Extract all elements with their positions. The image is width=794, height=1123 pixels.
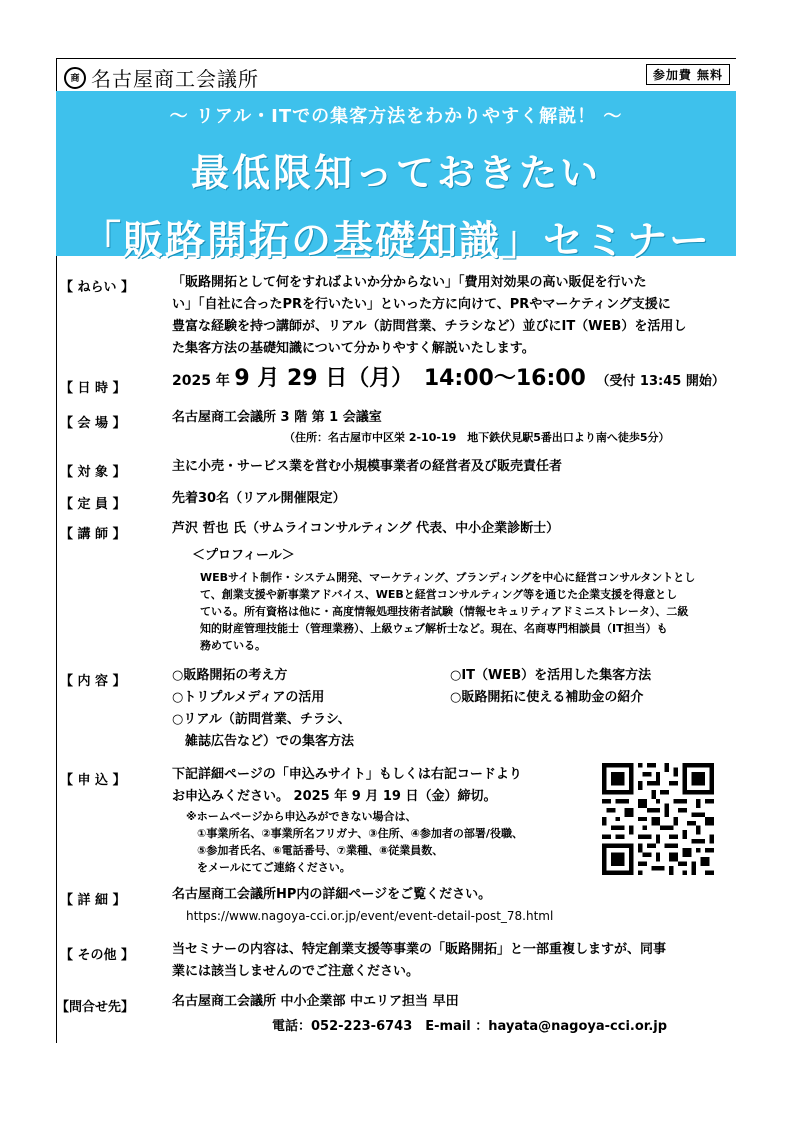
contact-line2: 電話：052-223-6743 E-mail ：hayata@nagoya-cci.or.jp: [272, 1019, 668, 1034]
apply-note: をメールにてご連絡ください。: [186, 861, 351, 874]
apply-note: ⑤参加者氏名、⑥電話番号、⑦業種、⑧従業員数、: [186, 844, 444, 857]
contact-label: 【問合せ先】: [56, 1000, 135, 1015]
aim-line: 豊富な経験を持つ講師が、リアル（訪問営業、チラシなど）並びにIT（WEB）を活用し: [172, 319, 687, 334]
target-text: 主に小売・サービス業を営む小規模事業者の経営者及び販売責任者: [172, 459, 563, 474]
other-label: 【 その他 】: [60, 948, 135, 963]
venue-label: 【 会 場 】: [60, 416, 126, 431]
profile-title: ＜プロフィール＞: [192, 548, 295, 563]
datetime-year: 2025 年: [172, 373, 230, 389]
apply-line: 下記詳細ページの「申込みサイト」もしくは右記コードより: [172, 767, 522, 782]
details-text: 名古屋商工会議所HP内の詳細ページをご覧ください。: [172, 887, 492, 902]
frame-top-rule: [56, 58, 736, 59]
aim-line: た集客方法の基礎知識について分かりやすく解説いたします。: [172, 341, 535, 356]
aim-text: [172, 272, 732, 360]
apply-label: 【 申 込 】: [60, 773, 126, 788]
apply-notes: [186, 808, 523, 876]
apply-note: ※ホームページから申込みができない場合は、: [186, 810, 417, 823]
datetime-reception: （受付 13:45 開始）: [596, 374, 725, 389]
aim-line: 「販路開拓として何をすればよいか分からない」「費用対効果の高い販促を行いた: [172, 275, 647, 290]
content-label: 【 内 容 】: [60, 674, 126, 689]
details-url-link[interactable]: https://www.nagoya-cci.or.jp/event/event-detail-post_78.html: [186, 909, 554, 923]
profile-body: [200, 569, 730, 654]
other-line: 業には該当しませんのでご注意ください。: [172, 964, 420, 979]
profile-line: て、創業支援や新事業アドバイス、WEBと経営コンサルティング等を通じた企業支援を得意とし: [200, 588, 678, 601]
lecturer-label: 【 講 師 】: [60, 527, 126, 542]
profile-line: 務めている。: [200, 639, 266, 652]
aim-line: い」「自社に合ったPRを行いたい」といった方に向けて、PRやマーケティング支援に: [172, 297, 671, 312]
content-item: ○トリプルメディアの活用: [172, 690, 325, 705]
capacity-text: 先着30名（リアル開催限定）: [172, 491, 346, 506]
content-left: [172, 665, 354, 753]
profile-line: ている。所有資格は他に・高度情報処理技術者試験（情報セキュリティアドミニストレータ）、二級: [200, 605, 689, 618]
details-label: 【 詳 細 】: [60, 893, 126, 908]
datetime-label: 【 日 時 】: [60, 381, 126, 396]
other-text: [172, 939, 666, 983]
other-line: 当セミナーの内容は、特定創業支援等事業の「販路開拓」と一部重複しますが、同事: [172, 942, 667, 957]
aim-label: 【 ねらい 】: [60, 280, 135, 295]
fee-badge: 参加費 無料: [646, 64, 730, 85]
org-name: 名古屋商工会議所: [91, 67, 259, 91]
datetime-date: 9 月 29 日（月）: [234, 366, 414, 391]
content-item: ○販路開拓の考え方: [172, 668, 288, 683]
content-item: ○販路開拓に使える補助金の紹介: [450, 690, 644, 705]
content-right: [450, 665, 651, 709]
capacity-label: 【 定 員 】: [60, 497, 126, 512]
lecturer-text: 芦沢 哲也 氏（サムライコンサルティング 代表、中小企業診断士）: [172, 521, 560, 536]
datetime-value: [172, 368, 725, 393]
datetime-time: 14:00～16:00: [423, 366, 586, 391]
qr-modules: [602, 763, 714, 875]
title-banner: [56, 91, 736, 264]
profile-line: 知的財産管理技能士（管理業務）、上級ウェブ解析士など。現在、名商専門相談員（IT担当）も: [200, 622, 668, 635]
apply-note: ①事業所名、②事業所名フリガナ、③住所、④参加者の部署/役職、: [186, 827, 523, 840]
banner-subtitle: ～ リアル・ITでの集客方法をわかりやすく解説！ ～: [169, 106, 623, 127]
header: [64, 62, 736, 91]
banner-title-line1: 最低限知っておきたい: [190, 151, 601, 195]
venue-address: （住所：名古屋市中区栄 2-10-19 地下鉄伏見駅5番出口より南へ徒歩5分）: [284, 431, 670, 444]
content-item: ○IT（WEB）を活用した集客方法: [450, 668, 652, 683]
apply-line: お申込みください。 2025 年 9 月 19 日（金）締切。: [172, 789, 497, 804]
apply-text: [172, 764, 522, 808]
venue-name: 名古屋商工会議所 3 階 第 1 会議室: [172, 410, 382, 425]
profile-line: WEBサイト制作・システム開発、マーケティング、ブランディングを中心に経営コンサルタントとし: [200, 571, 696, 584]
logo: [64, 63, 259, 92]
target-label: 【 対 象 】: [60, 465, 126, 480]
qr-code[interactable]: [602, 763, 714, 875]
chamber-logo-icon: 商: [64, 67, 86, 89]
content-item: 雑誌広告など）での集客方法: [172, 734, 355, 749]
banner-title-line2: 「販路開拓の基礎知識」セミナー: [81, 218, 711, 264]
content-item: ○リアル（訪問営業、チラシ、: [172, 712, 351, 727]
contact-line1: 名古屋商工会議所 中小企業部 中エリア担当 早田: [172, 994, 459, 1009]
